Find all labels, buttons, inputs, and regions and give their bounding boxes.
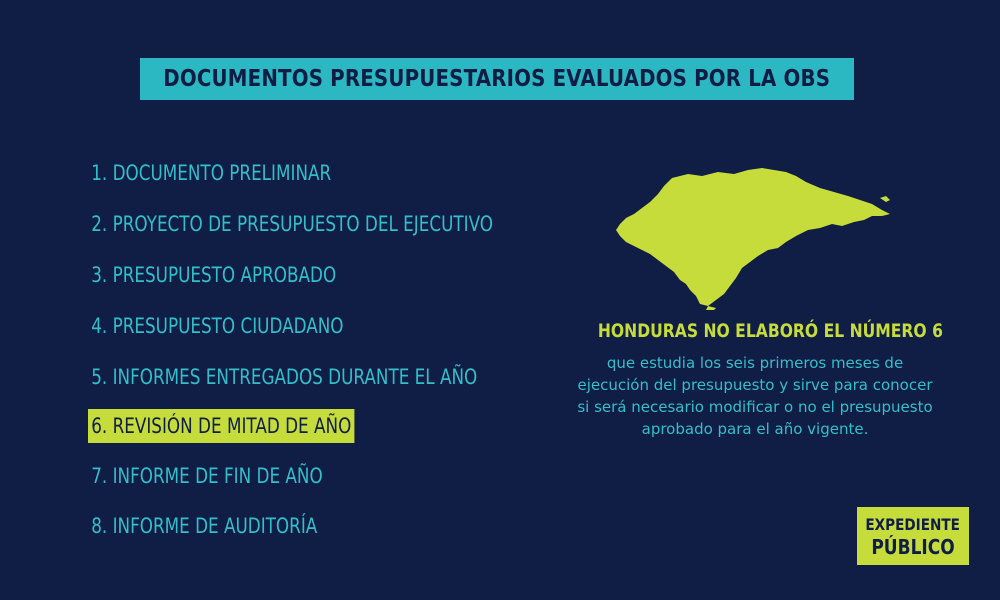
title-banner (140, 58, 854, 100)
list-item-4: 4. PRESUPUESTO CIUDADANO (91, 314, 344, 338)
page-title: DOCUMENTOS PRESUPUESTARIOS EVALUADOS POR LA OBS (163, 66, 831, 92)
description-line-4: aprobado para el año vigente. (641, 420, 869, 438)
headline (560, 320, 950, 342)
expediente-publico-logo (857, 507, 969, 565)
logo-line-1: EXPEDIENTE (865, 515, 961, 534)
list-item-2: 2. PROYECTO DE PRESUPUESTO DEL EJECUTIVO (91, 212, 494, 236)
honduras-map-icon (610, 160, 900, 310)
description-line-2: ejecución del presupuesto y sirve para conocer (577, 376, 933, 394)
list-item-5: 5. INFORMES ENTREGADOS DURANTE EL AÑO (91, 365, 478, 389)
list-item-8: 8. INFORME DE AUDITORÍA (91, 514, 318, 538)
description-line-3: si será necesario modificar o no el presupuesto (577, 398, 933, 416)
list-item-3: 3. PRESUPUESTO APROBADO (91, 263, 337, 287)
logo-line-2: PÚBLICO (871, 535, 955, 559)
list-item-7: 7. INFORME DE FIN DE AÑO (91, 464, 323, 488)
list-item-6-highlighted: 6. REVISIÓN DE MITAD DE AÑO (88, 409, 355, 443)
description (568, 352, 942, 440)
headline-text: HONDURAS NO ELABORÓ EL NÚMERO 6 (597, 320, 943, 342)
description-line-1: que estudia los seis primeros meses de (606, 354, 904, 372)
list-item-1: 1. DOCUMENTO PRELIMINAR (91, 161, 332, 185)
